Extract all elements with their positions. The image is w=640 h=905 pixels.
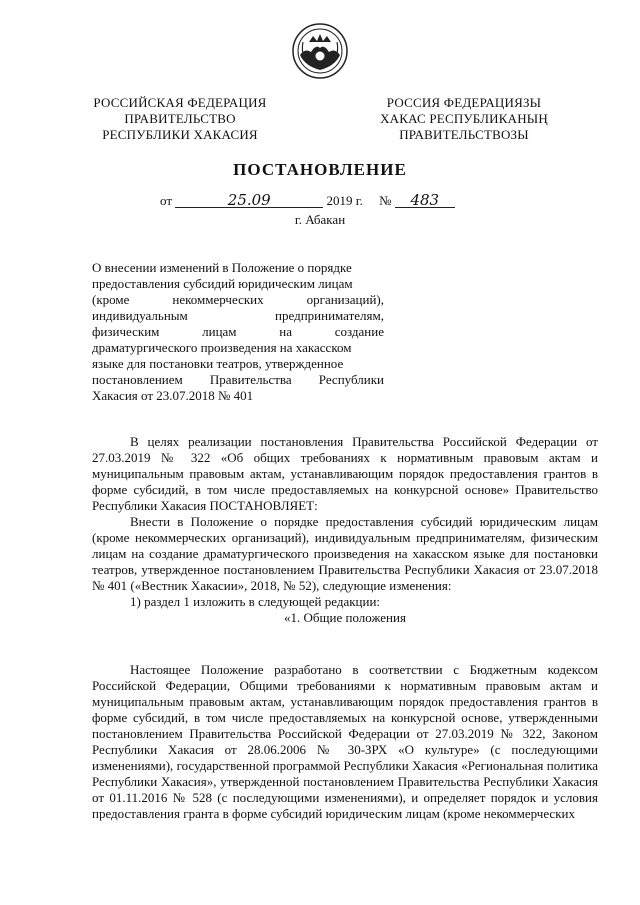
- header-right-line-3: ПРАВИТЕЛЬСТВОЗЫ: [399, 127, 529, 142]
- subject-line: Хакасия от 23.07.2018 № 401: [92, 388, 254, 403]
- date-handwritten: 25.09: [175, 194, 323, 208]
- subject-line: постановлением Правительства Республики: [92, 372, 384, 387]
- number-handwritten: 483: [395, 194, 455, 208]
- paragraph-amendment: Внести в Положение о порядке предоставления субсидий юридическим лицам (кроме некоммерческих организаций), индивидуальным предпринимателям, физическим лицам на создание драматургического произведения на хакасском языке для постановки театров, утвержденное постановлением Правительства Республики Хакасия от 23.07.2018 № 401 («Вестник Хакасии», 2018, № 52), следующие изменения:: [92, 514, 598, 593]
- coat-of-arms-icon: [291, 22, 349, 80]
- date-line: [160, 193, 455, 209]
- subject-line: предоставления субсидий юридическим лицам: [92, 276, 353, 291]
- header-right-line-1: РОССИЯ ФЕДЕРАЦИЯЗЫ: [386, 95, 542, 110]
- subject-line: индивидуальным предпринимателям,: [92, 308, 384, 323]
- header-left: [80, 95, 280, 143]
- subject-line: физическим лицам на создание: [92, 324, 384, 339]
- subject-line: (кроме некоммерческих организаций),: [92, 292, 384, 307]
- header-left-line-3: РЕСПУБЛИКИ ХАКАСИЯ: [102, 127, 258, 142]
- subject-block: [92, 260, 384, 404]
- paragraph-item-1: 1) раздел 1 изложить в следующей редакции:: [130, 594, 381, 609]
- section-heading: «1. Общие положения: [284, 610, 406, 625]
- subject-line: О внесении изменений в Положение о порядке: [92, 260, 352, 275]
- paragraph-preamble: В целях реализации постановления Правительства Российской Федерации от 27.03.2019 № 322 «Об общих требованиях к нормативным правовым актам и муниципальным правовым актам, устанавливающим порядок предоставления грантов в форме субсидий, в том числе предоставляемых на конкурсной основе» Правительство Республики Хакасия ПОСТАНОВЛЯЕТ:: [92, 434, 598, 513]
- header-left-line-1: РОССИЙСКАЯ ФЕДЕРАЦИЯ: [93, 95, 267, 110]
- header-right: [364, 95, 564, 143]
- number-label: №: [379, 193, 392, 208]
- city-label: г. Абакан: [294, 212, 346, 227]
- body-part-2: [92, 662, 598, 822]
- year-label: 2019 г.: [326, 193, 363, 208]
- header-left-line-2: ПРАВИТЕЛЬСТВО: [124, 111, 236, 126]
- subject-line: драматургического произведения на хакасском: [92, 340, 352, 355]
- paragraph-general-provisions: Настоящее Положение разработано в соответствии с Бюджетным кодексом Российской Федерации, Общими требованиями к нормативным правовым актам и муниципальным правовым актам, устанавливающим порядок предоставления грантов в форме субсидий, в том числе предоставляемых на конкурсной основе, утвержденными постановлением Правительства Российской Федерации от 27.03.2019 № 322, Законом Республики Хакасия от 28.06.2006 № 30-ЗРХ «О культуре» (с последующими изменениями), государственной программой Республики Хакасия «Региональная политика Республики Хакасия», утвержденной постановлением Правительства Республики Хакасия от 01.11.2016 № 528 (с последующими изменениями), и определяет порядок и условия предоставления гранта в форме субсидий юридическим лицам (кроме некоммерческих: [92, 662, 598, 821]
- header-right-line-2: ХАКАС РЕСПУБЛИКАНЫҢ: [380, 111, 548, 126]
- subject-line: языке для постановки театров, утвержденное: [92, 356, 344, 371]
- document-title: ПОСТАНОВЛЕНИЕ: [233, 160, 407, 179]
- from-label: от: [160, 193, 173, 208]
- body-part-1: [92, 434, 598, 626]
